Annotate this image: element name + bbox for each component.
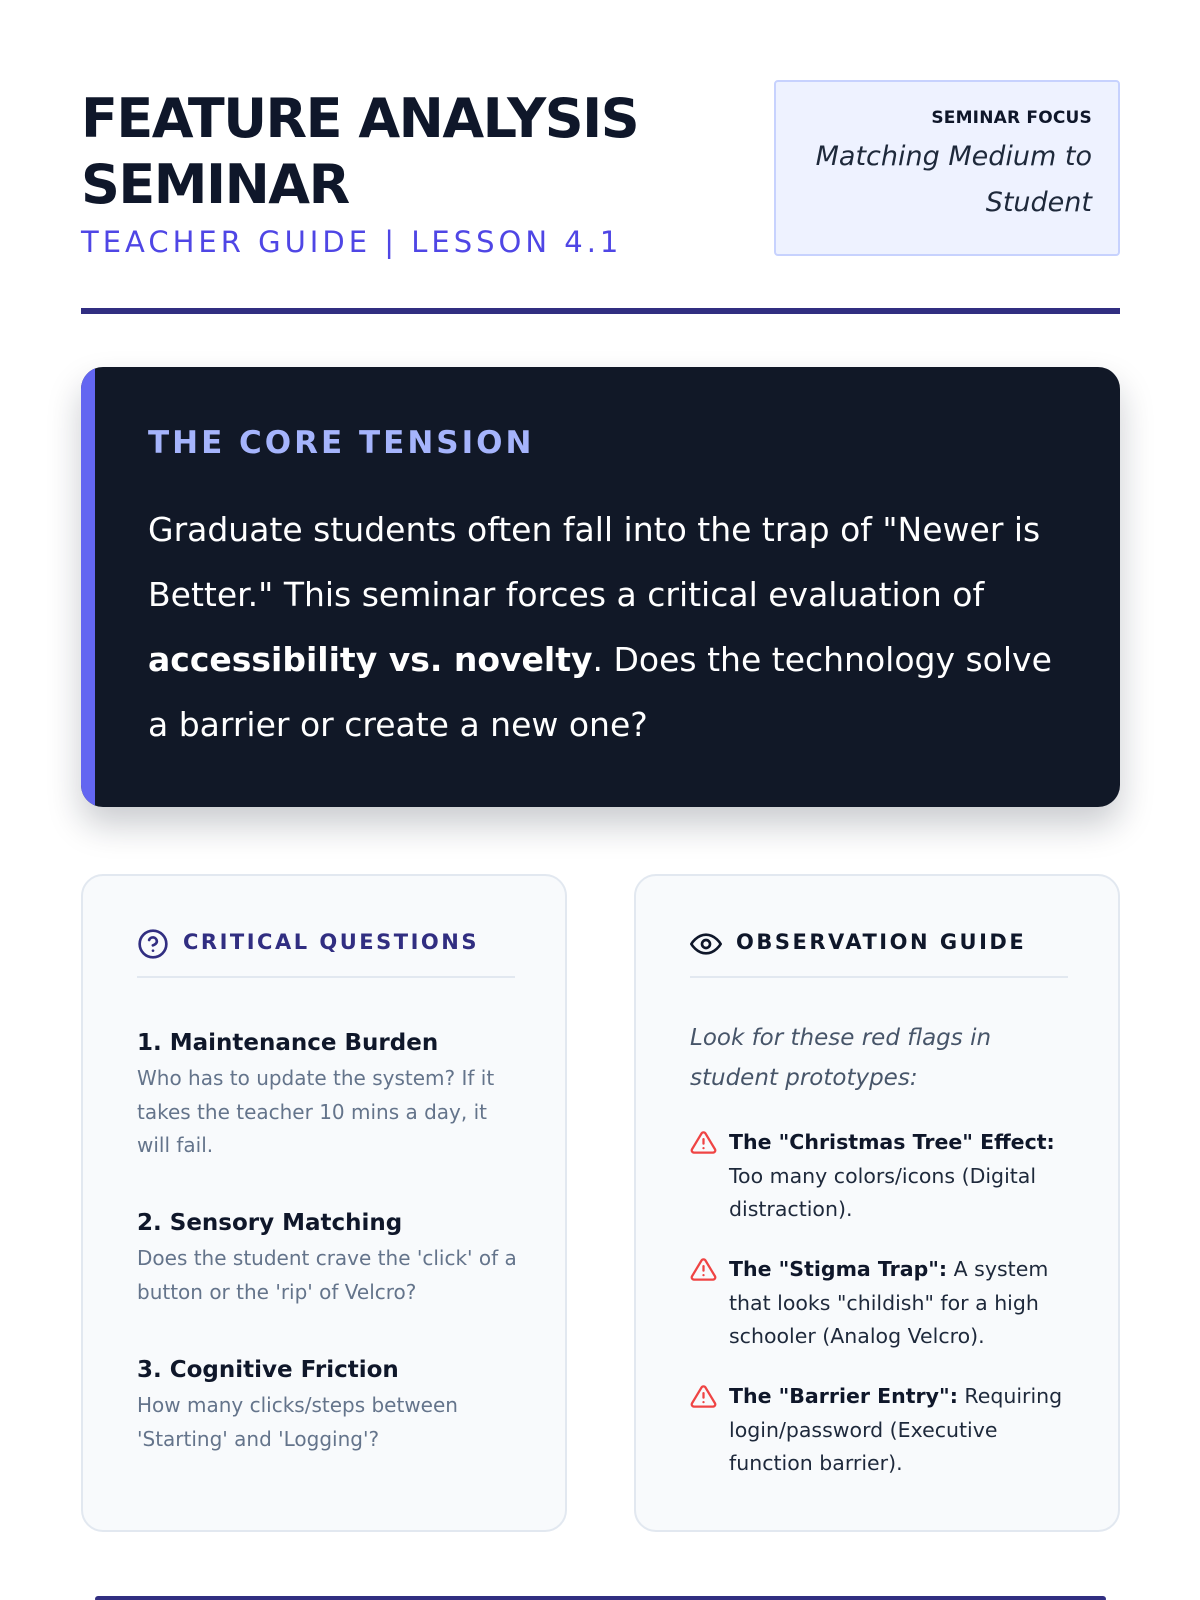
core-tension-text [148, 497, 1068, 757]
red-flag-description: Too many colors/icons (Digital distraction). [729, 1163, 1037, 1221]
red-flag-description: A system that looks "childish" for a high schooler (Analog Velcro). [729, 1257, 1049, 1348]
page-subtitle: TEACHER GUIDE | LESSON 4.1 [81, 225, 623, 259]
red-flag-text [729, 1253, 1080, 1354]
next-section-edge [95, 1596, 1106, 1600]
question-title: 1. Maintenance Burden [137, 1030, 439, 1056]
red-flag-description: Requiring login/password (Executive function barrier). [729, 1384, 1063, 1475]
question-title: 3. Cognitive Friction [137, 1357, 399, 1383]
core-tension-text-bold: accessibility vs. novelty [148, 640, 593, 679]
question-description: How many clicks/steps between 'Starting' and 'Logging'? [137, 1393, 458, 1451]
core-tension-heading: THE CORE TENSION [148, 425, 535, 461]
question-item [137, 1026, 522, 1163]
header-divider [81, 308, 1120, 314]
question-description: Does the student crave the 'click' of a button or the 'rip' of Velcro? [137, 1246, 517, 1304]
red-flag-title: The "Stigma Trap": [729, 1257, 948, 1281]
red-flag-item [690, 1380, 1080, 1481]
core-tension-text-start: Graduate students often fall into the trap of "Newer is Better." This seminar forces a critical evaluation of [148, 510, 1041, 614]
core-tension-panel [81, 367, 1120, 807]
page [81, 0, 1120, 1600]
question-item [137, 1206, 522, 1309]
red-flag-text [729, 1126, 1080, 1227]
warning-triangle-icon [690, 1256, 717, 1283]
critical-questions-header [137, 928, 515, 978]
seminar-focus-text: Matching Medium to Student [815, 141, 1092, 218]
core-tension-accent-bar [81, 367, 95, 807]
red-flag-text [729, 1380, 1080, 1481]
header [81, 80, 1120, 310]
warning-triangle-icon [690, 1383, 717, 1410]
warning-triangle-icon [690, 1129, 717, 1156]
observation-guide-card [634, 874, 1120, 1532]
core-tension-text-end: . Does the technology solve a barrier or create a new one? [148, 640, 1052, 744]
critical-questions-card [81, 874, 567, 1532]
red-flag-item [690, 1126, 1080, 1227]
critical-questions-heading: CRITICAL QUESTIONS [183, 930, 479, 954]
question-circle-icon [137, 928, 169, 960]
question-title: 2. Sensory Matching [137, 1210, 403, 1236]
observation-guide-intro: Look for these red flags in student prototypes: [690, 1025, 992, 1091]
question-description: Who has to update the system? If it takes the teacher 10 mins a day, it will fail. [137, 1066, 495, 1157]
observation-guide-header [690, 928, 1068, 978]
question-item [137, 1353, 522, 1456]
red-flag-title: The "Barrier Entry": [729, 1384, 958, 1408]
page-title: FEATURE ANALYSIS SEMINAR [81, 87, 639, 216]
seminar-focus-label: SEMINAR FOCUS [931, 108, 1092, 128]
seminar-focus-box [774, 80, 1120, 256]
eye-icon [690, 928, 722, 960]
red-flag-title: The "Christmas Tree" Effect: [729, 1130, 1055, 1154]
observation-guide-heading: OBSERVATION GUIDE [736, 930, 1027, 954]
red-flag-item [690, 1253, 1080, 1354]
